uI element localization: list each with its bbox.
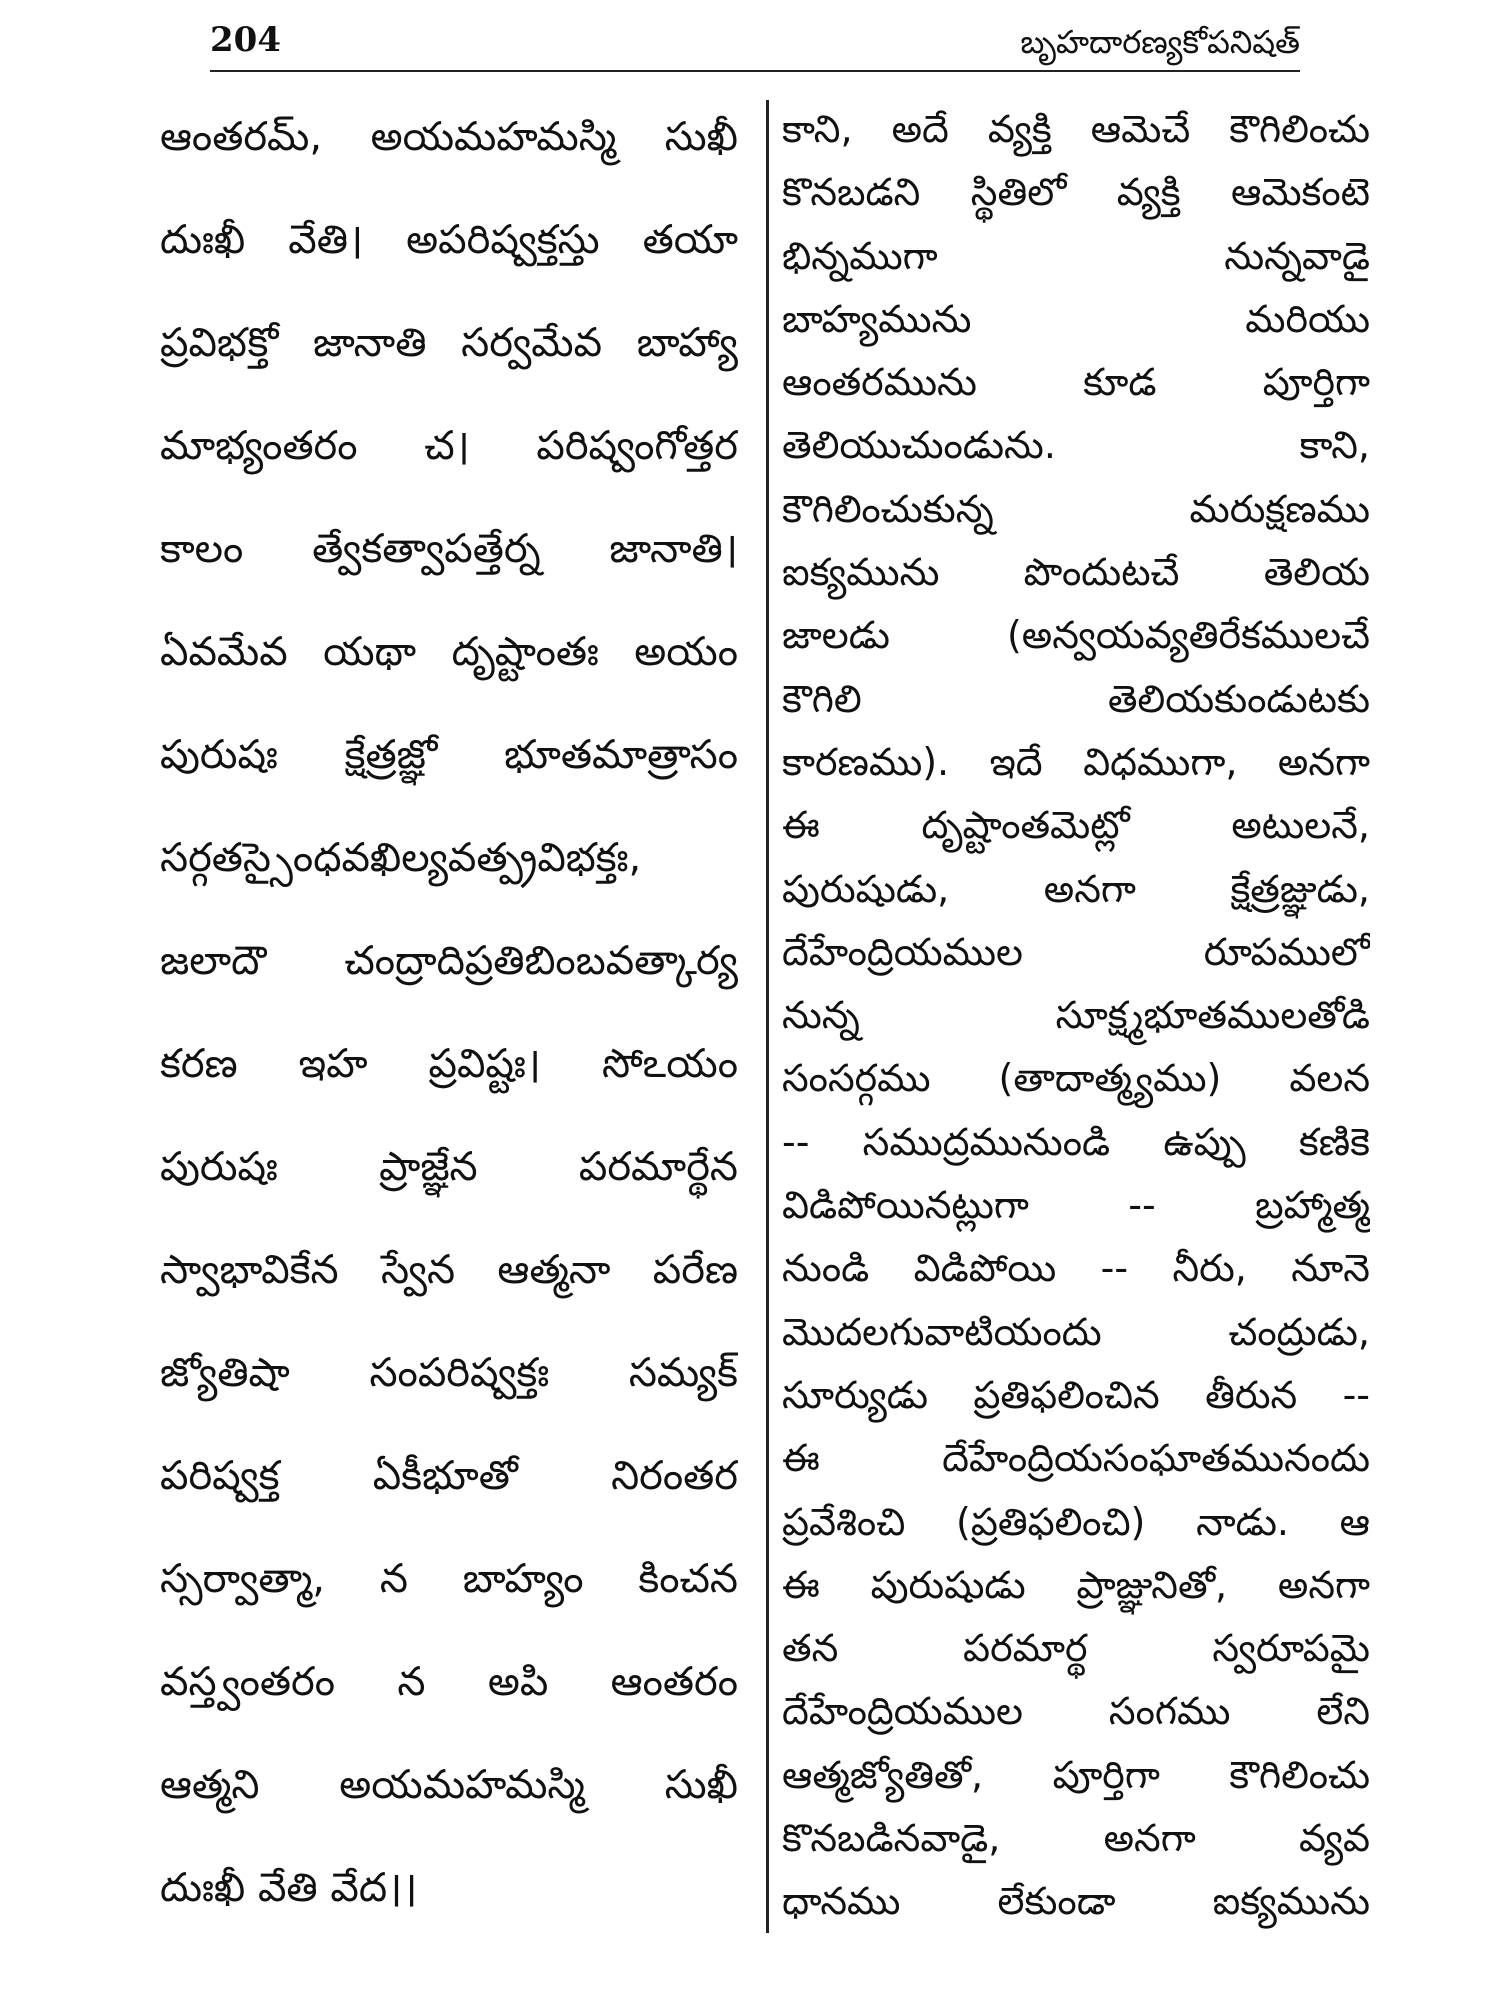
running-title: బృహదారణ్యకోపనిషత్ — [1020, 23, 1300, 61]
text-line: కాలం త్వేకత్వాపత్తేర్న జానాతి। — [160, 526, 738, 572]
text-line: కొనబడినవాడై, అనగా వ్యవ — [782, 1816, 1370, 1861]
text-line: కారణము). ఇదే విధముగా, అనగా — [782, 739, 1370, 784]
text-line: పురుషుడు, అనగా క్షేత్రజ్ఞుడు, — [782, 866, 1370, 911]
text-line: ఆంతరమును కూడ పూర్తిగా — [782, 360, 1370, 405]
text-line: దేహేంద్రియముల సంగము లేని — [782, 1689, 1370, 1734]
text-line: ఈ దేహేంద్రియసంఘాతమునందు — [782, 1436, 1370, 1481]
text-line: ఈ దృష్టాంతమెట్లో అటులనే, — [782, 803, 1370, 848]
text-line: దేహేంద్రియముల రూపములో — [782, 929, 1370, 974]
text-line: స్వాభావికేన స్వేన ఆత్మనా పరేణ — [160, 1247, 738, 1293]
text-line: మాభ్యంతరం చ। పరిష్వంగోత్తర — [160, 423, 738, 469]
text-line: కాని, అదే వ్యక్తి ఆమెచే కౌగిలించు — [782, 107, 1370, 151]
sanskrit-text-column — [160, 102, 738, 1956]
text-line: కౌగిలి తెలియకుండుటకు — [782, 676, 1370, 721]
text-line: ఏవమేవ యథా దృష్టాంతః అయం — [160, 629, 738, 675]
text-line: పురుషః క్షేత్రజ్ఞో భూతమాత్రాసం — [160, 732, 738, 778]
text-line: ఆత్మజ్యోతితో, పూర్తిగా కౌగిలించు — [782, 1752, 1370, 1797]
text-line: -- సముద్రమునుండి ఉప్పు కణికె — [782, 1119, 1370, 1164]
text-line: ధానము లేకుండా ఐక్యమును — [782, 1879, 1370, 1924]
text-line: తెలియుచుండును. కాని, — [782, 423, 1370, 468]
text-line: దుఃఖీ వేతి వేద।। — [160, 1865, 418, 1911]
text-line: విడిపోయినట్లుగా -- బ్రహ్మాత్మ — [782, 1183, 1370, 1228]
text-line: బాహ్యమును మరియు — [782, 296, 1370, 341]
text-line: స్సర్వాత్మా, న బాహ్యం కించన — [160, 1556, 738, 1602]
text-line: దుఃఖీ వేతి। అపరిష్వక్తస్తు తయా — [160, 217, 738, 263]
header-rule — [210, 70, 1300, 72]
text-line: జాలడు (అన్వయవ్యతిరేకములచే — [782, 613, 1370, 658]
column-divider — [766, 100, 769, 1933]
text-line: భిన్నముగా నున్నవాడై — [782, 233, 1370, 278]
text-line: వస్త్వంతరం న అపి ఆంతరం — [160, 1659, 738, 1705]
text-line: ప్రవిభక్తో జానాతి సర్వమేవ బాహ్యా — [160, 320, 738, 366]
text-line: జలాదౌ చంద్రాదిప్రతిబింబవత్కార్య — [160, 938, 738, 984]
text-line: పరిష్వక్త ఏకీభూతో నిరంతర — [160, 1453, 738, 1499]
text-line: జ్యోతిషా సంపరిష్వక్తః సమ్యక్ — [160, 1350, 738, 1396]
text-line: కౌగిలించుకున్న మరుక్షణము — [782, 486, 1370, 531]
text-line: ఆత్మని అయమహమస్మి సుఖీ — [160, 1762, 738, 1808]
text-line: సూర్యుడు ప్రతిఫలించిన తీరున -- — [782, 1372, 1370, 1417]
text-line: ప్రవేశించి (ప్రతిఫలించి) నాడు. ఆ — [782, 1499, 1370, 1544]
text-line: ఈ పురుషుడు ప్రాజ్ఞునితో, అనగా — [782, 1562, 1370, 1607]
text-line: సంసర్గము (తాదాత్మ్యము) వలన — [782, 1056, 1370, 1101]
text-line: తన పరమార్థ స్వరూపమై — [782, 1626, 1370, 1671]
text-line: కరణ ఇహ ప్రవిష్టః। సోఽయం — [160, 1041, 738, 1087]
telugu-commentary-column — [782, 100, 1370, 1936]
text-line: ఆంతరమ్, అయమహమస్మి సుఖీ — [160, 114, 738, 160]
page-number: 204 — [210, 20, 281, 60]
text-line: ఐక్యమును పొందుటచే తెలియ — [782, 550, 1370, 595]
text-line: నున్న సూక్ష్మభూతములతోడి — [782, 993, 1370, 1038]
text-line: సర్గతస్సైంధవఖిల్యవత్ప్రవిభక్తః, — [160, 835, 642, 881]
text-line: కొనబడని స్థితిలో వ్యక్తి ఆమెకంటె — [782, 170, 1370, 215]
text-line: నుండి విడిపోయి -- నీరు, నూనె — [782, 1246, 1370, 1291]
text-line: పురుషః ప్రాజ్ఞేన పరమార్థేన — [160, 1144, 738, 1190]
page-header — [210, 14, 1300, 74]
text-line: మొదలగువాటియందు చంద్రుడు, — [782, 1309, 1370, 1354]
